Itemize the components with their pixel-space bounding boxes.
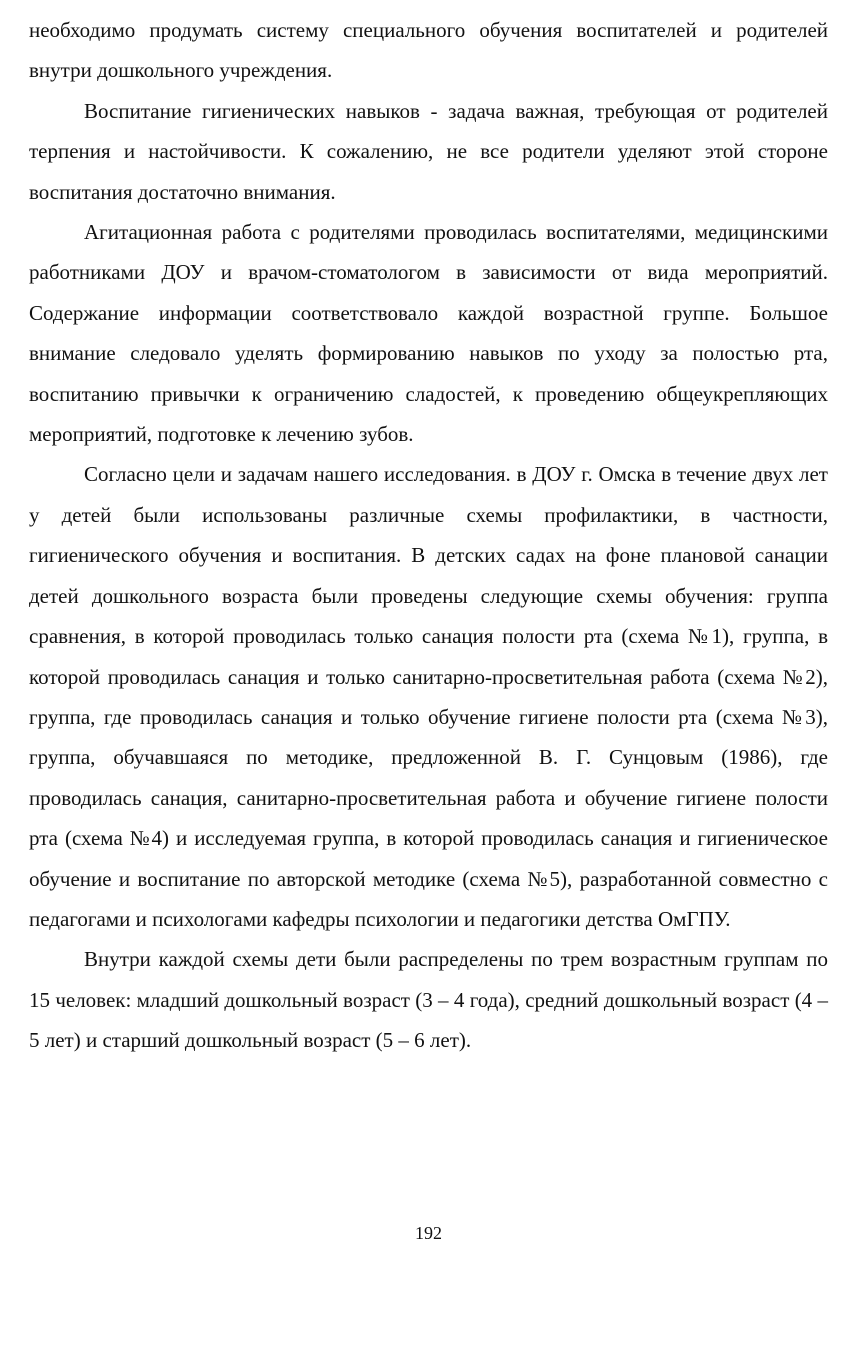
paragraph-3: Агитационная работа с родителями проводилась воспитателями, медицинскими работниками ДОУ и врачом-стоматологом в зависимости от вида мероприятий. Содержание информации соответствовало каждой возрастной группе. Большое внимание следовало уделять формированию навыков по уходу за полостью рта, воспитанию привычки к ограничению сладостей, к проведению общеукрепляющих мероприятий, подготовке к лечению зубов. — [29, 220, 828, 447]
paragraph-2: Воспитание гигиенических навыков - задача важная, требующая от родителей терпения и настойчивости. К сожалению, не все родители уделяют этой стороне воспитания достаточно внимания. — [29, 98, 828, 204]
paragraph-1: необходимо продумать систему специального обучения воспитателей и родителей внутри дошкольного учреждения. — [29, 18, 828, 83]
document-page — [29, 10, 828, 1061]
page-number: 192 — [415, 1223, 442, 1243]
paragraph-5: Внутри каждой схемы дети были распределены по трем возрастным группам по 15 человек: младший дошкольный возраст (3 – 4 года), средний дошкольный возраст (4 – 5 лет) и старший дошкольный возраст (5 – 6 лет). — [29, 947, 828, 1053]
paragraph-4: Согласно цели и задачам нашего исследования. в ДОУ г. Омска в течение двух лет у детей были использованы различные схемы профилактики, в частности, гигиенического обучения и воспитания. В детских садах на фоне плановой санации детей дошкольного возраста были проведены следующие схемы обучения: группа сравнения, в которой проводилась только санация полости рта (схема №1), группа, в которой проводилась санация и только санитарно-просветительная работа (схема №2), группа, где проводилась санация и только обучение гигиене полости рта (схема №3), группа, обучавшаяся по методике, предложенной В. Г. Сунцовым (1986), где проводилась санация, санитарно-просветительная работа и обучение гигиене полости рта (схема №4) и исследуемая группа, в которой проводилась санация и гигиеническое обучение и воспитание по авторской методике (схема №5), разработанной совместно с педагогами и психологами кафедры психологии и педагогики детства ОмГПУ. — [29, 462, 828, 931]
